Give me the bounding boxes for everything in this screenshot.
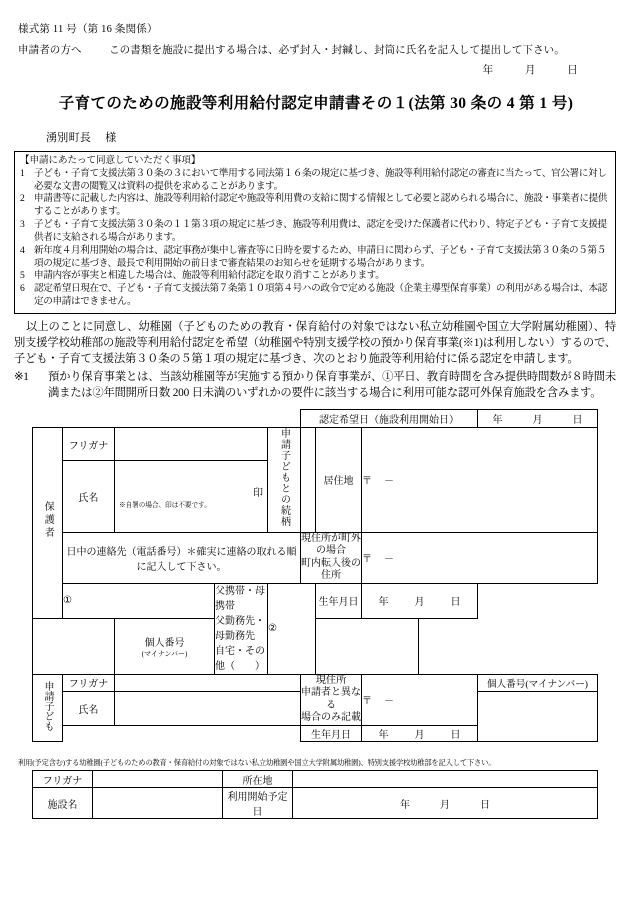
phone-option-1: 父携帯・母携帯 xyxy=(215,585,265,612)
outside-town-label xyxy=(301,532,362,583)
consent-item-number: 2 xyxy=(20,193,25,205)
seal-label: 印 xyxy=(253,487,263,499)
page-header xyxy=(0,0,630,145)
child-birthdate-input[interactable] xyxy=(362,725,478,742)
guardian-furigana-row xyxy=(33,428,598,461)
facility-start-date-input[interactable] xyxy=(293,788,598,819)
guardian-furigana-input[interactable] xyxy=(115,428,268,461)
consent-item-text: 新年度４月利用開始の場合は、認定事務が集中し審査等に日時を要するため、申請日に関わらず、子ども・子育て支援法第３０条の５第５項の規定に基づき、最長で利用開始の前日まで審査結果のお知らせを延期する場合があります。 xyxy=(34,244,606,269)
seal-note: ※自署の場合、印は不要です。 xyxy=(119,501,211,509)
facility-table xyxy=(32,770,598,819)
applicant-notice xyxy=(18,42,614,57)
relation-label xyxy=(268,428,301,533)
date-year-label: 年 xyxy=(482,64,494,76)
contact-2-input[interactable] xyxy=(268,583,316,674)
child-address-input[interactable] xyxy=(362,674,478,725)
addressee xyxy=(18,129,614,145)
outside-town-line2: 町内転入後の住所 xyxy=(301,557,361,582)
consent-item xyxy=(20,193,610,219)
guardian-furigana-label: フリガナ xyxy=(63,428,115,461)
birth-month-label: 月 xyxy=(414,597,425,609)
phone-options xyxy=(215,583,268,674)
contact-values-row xyxy=(33,583,598,619)
consent-box xyxy=(14,151,616,314)
contact-2-marker: ② xyxy=(268,623,277,635)
contact-1-marker: ① xyxy=(63,595,72,607)
phone-option-3: 自宅・その他（ ） xyxy=(215,645,265,672)
child-address-label-main: 現住所 xyxy=(315,674,347,686)
consent-item-number: 6 xyxy=(20,283,25,295)
consent-item-text: 申請書等に記載した内容は、施設等利用給付認定や施設等利用費の支給に関する情報として必要と認められる場合に、施設・事業者に提供することがあります。 xyxy=(34,193,608,218)
phone-option-2: 父勤務先・母勤務先 xyxy=(215,615,265,642)
residence-label: 居住地 xyxy=(316,428,362,533)
agreement-paragraph: 以上のことに同意し、幼稚園（子どものための教育・保育給付の対象ではない私立幼稚園や国立大学附属幼稚園）、特別支援学校幼稚部の施設等利用給付認定を希望（幼稚園や特別支援学校の預かり保育事業(※1)は利用しない）するので、子ども・子育て支援法第３０条の５第１項の規定に基づき、次のとおり施設等利用給付に係る認定を申請します。 xyxy=(14,320,616,366)
facility-furigana-row xyxy=(33,771,598,788)
birth-day-label: 日 xyxy=(450,597,461,609)
child-furigana-row xyxy=(33,674,598,691)
outside-town-line1: 現住所が町外の場合 xyxy=(301,532,361,557)
child-furigana-label: フリガナ xyxy=(63,674,115,691)
spacer-col xyxy=(301,428,316,533)
consent-item-number: 4 xyxy=(20,244,25,256)
consent-item xyxy=(20,270,610,283)
contact-header-row xyxy=(33,532,598,583)
mynumber-label-text: 個人番号 xyxy=(144,637,185,649)
child-address-note-2: 場合のみ記載 xyxy=(301,712,361,724)
consent-item-number: 3 xyxy=(20,219,25,231)
contact-header-label: 日中の連絡先（電話番号）＊確実に連絡の取れる順に記入して下さい。 xyxy=(63,532,301,583)
birth-day-label: 日 xyxy=(450,730,461,742)
guardian-section-label xyxy=(33,428,63,619)
guardian-mynumber-input[interactable] xyxy=(316,619,419,674)
child-name-label: 氏名 xyxy=(63,691,115,725)
child-label-text: 申請子ども xyxy=(42,680,53,731)
consent-item xyxy=(20,245,610,271)
facility-location-input[interactable] xyxy=(293,771,598,788)
postal-mark-icon: 〒 xyxy=(362,696,372,708)
postal-mark-icon: 〒 xyxy=(362,476,372,488)
residence-input[interactable] xyxy=(362,428,598,533)
outside-town-input[interactable] xyxy=(362,532,598,583)
guardian-mynumber-label xyxy=(115,619,215,674)
form-number: 様式第 11 号（第 16 条関係） xyxy=(18,24,158,35)
child-section-label xyxy=(33,674,63,742)
birth-month-label: 月 xyxy=(414,730,425,742)
birth-year-label: 年 xyxy=(378,730,389,742)
submission-date-line xyxy=(18,62,614,77)
guardian-birthdate-input[interactable] xyxy=(362,583,478,619)
start-month-label: 月 xyxy=(440,799,450,811)
contact-1-input[interactable] xyxy=(63,583,215,619)
approval-date-row xyxy=(33,410,598,428)
child-address-label xyxy=(301,674,362,725)
consent-item xyxy=(20,219,610,245)
postal-mark-icon: 〒 xyxy=(362,554,372,566)
page-title: 子育てのための施設等利用給付認定申請書その１(法第 30 条の 4 第 1 号) xyxy=(58,94,574,112)
approval-day-label: 日 xyxy=(572,415,583,427)
relation-label-text: 申請子どもとの続柄 xyxy=(278,428,290,528)
start-year-label: 年 xyxy=(400,799,410,811)
postal-dash: － xyxy=(384,476,394,488)
child-address-note-1: 申請者と異なる xyxy=(301,687,361,711)
applicant-notice-text: この書類を施設に提出する場合は、必ず封入・封緘し、封筒に氏名を記入して提出して下さい。 xyxy=(109,44,565,56)
child-name-input[interactable] xyxy=(115,691,301,725)
addressee-name: 湧別町長 xyxy=(46,131,92,144)
consent-item-text: 認定希望日現在で、子ども・子育て支援法第７条第１０項第４号ハの政令で定める施設（企業主導型保育事業）の利用がある場合は、本認定の申請はできません。 xyxy=(34,283,607,308)
date-month-label: 月 xyxy=(524,64,536,76)
guardian-mynumber-row xyxy=(33,619,598,674)
facility-furigana-input[interactable] xyxy=(93,771,223,788)
start-day-label: 日 xyxy=(480,799,490,811)
date-day-label: 日 xyxy=(567,64,578,76)
guardian-birthdate-label: 生年月日 xyxy=(316,583,362,619)
facility-section-intro: 利用(予定含む)する幼稚園(子どものための教育・保育給付の対象ではない私立幼稚園や国立大学附属幼稚園)、特別支援学校幼稚部を記入して下さい。 xyxy=(18,758,496,768)
birth-year-label: 年 xyxy=(378,597,389,609)
postal-dash: － xyxy=(384,554,394,566)
approval-year-label: 年 xyxy=(492,415,503,427)
guardian-label-text: 保護者 xyxy=(42,501,54,541)
approval-month-label: 月 xyxy=(532,415,543,427)
child-birthdate-label: 生年月日 xyxy=(301,725,362,742)
footnote xyxy=(14,369,616,401)
guardian-name-input[interactable] xyxy=(115,461,268,533)
consent-item-number: 1 xyxy=(20,167,25,179)
addressee-honorific: 様 xyxy=(105,131,117,144)
approval-date-label: 認定希望日（施設利用開始日） xyxy=(301,410,478,428)
facility-location-label: 所在地 xyxy=(223,771,293,788)
contact-1-extra[interactable] xyxy=(33,619,115,674)
consent-item xyxy=(20,283,610,309)
facility-furigana-label: フリガナ xyxy=(33,771,93,788)
footnote-marker: ※1 xyxy=(14,371,29,384)
main-form-table xyxy=(32,409,598,742)
footnote-text: 預かり保育事業とは、当該幼稚園等が実施する預かり保育事業が、①平日、教育時間を含み提供時間数が８時間未満または②年間開所日数 200 日未満のいずれかの要件に該当する場合に利用可能な認可外保育施設を含みます。 xyxy=(48,371,616,400)
child-mynumber-input[interactable] xyxy=(478,691,598,742)
consent-item-text: 子ども・子育て支援法第３０条の１１第３項の規定に基づき、施設等利用費は、認定を受けた保護者に代わり、特定子ども・子育て支援提供者に支給される場合があります。 xyxy=(34,219,607,243)
consent-item-number: 5 xyxy=(20,270,25,282)
consent-item xyxy=(20,168,610,194)
facility-table-wrapper xyxy=(32,770,630,819)
main-form-table-wrapper xyxy=(32,409,630,742)
consent-title: 【申請にあたって同意していただく事項】 xyxy=(20,154,201,166)
spacer-cell xyxy=(63,725,301,742)
approval-date-value[interactable] xyxy=(478,410,598,428)
applicant-notice-label: 申請者の方へ xyxy=(18,44,82,56)
postal-dash: － xyxy=(384,696,394,708)
facility-name-label: 施設名 xyxy=(33,788,93,819)
child-furigana-input[interactable] xyxy=(115,674,301,691)
guardian-name-label: 氏名 xyxy=(63,461,115,533)
child-mynumber-label: 個人番号(マイナンバー) xyxy=(478,674,598,691)
consent-item-text: 子ども・子育て支援法第３０条の３において準用する同法第１６条の規定に基づき、施設等利用給付認定の審査に当たって、官公署に対し必要な文書の閲覧又は資料の提供を求めることがあります。 xyxy=(34,167,607,192)
mynumber-sub-text: (マイナンバー) xyxy=(141,649,188,658)
facility-name-input[interactable] xyxy=(93,788,223,819)
consent-item-text: 申請内容が事実と相違した場合は、施設等利用給付認定を取り消すことがあります。 xyxy=(34,270,385,282)
facility-start-date-label: 利用開始予定日 xyxy=(223,788,293,819)
